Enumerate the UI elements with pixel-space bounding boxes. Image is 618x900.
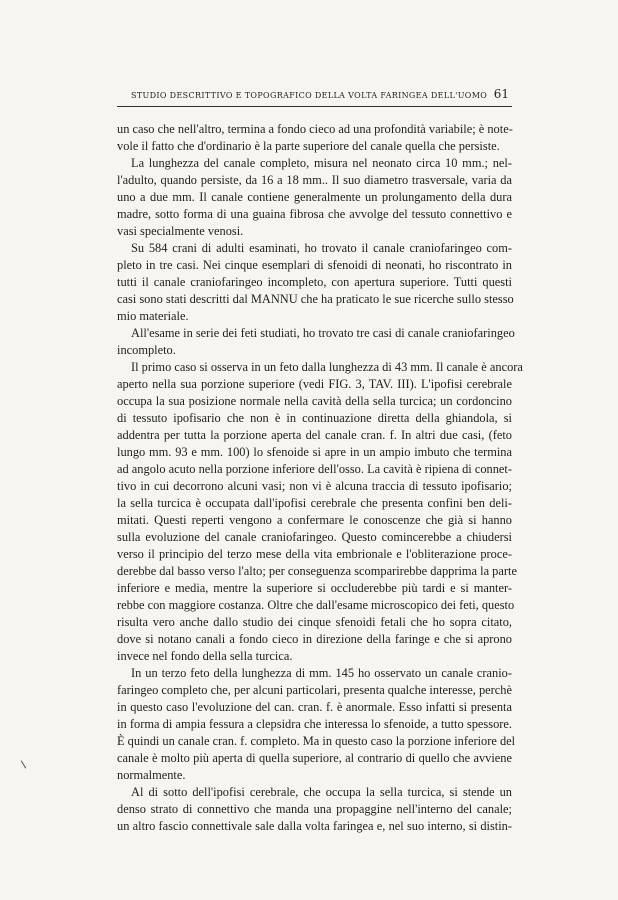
text-line: normalmente. (117, 768, 186, 782)
text-line: rebbe con maggiore costanza. Oltre che dall'esame microscopico dei feti, questo (117, 598, 515, 612)
text-line: uno a due mm. Il canale contiene generalmente un prolungamento della dura (117, 190, 512, 204)
text-line: in questo caso l'evoluzione del can. cran. f. è anormale. Esso infatti si presenta (117, 700, 512, 714)
text-line: un caso che nell'altro, termina a fondo cieco ad una profondità variabile; è note- (117, 122, 513, 136)
page-number: 61 (493, 87, 509, 101)
text-line: denso strato di connettivo che manda una propaggine nell'interno del canale; (117, 802, 512, 816)
text-line: l'adulto, quando persiste, da 16 a 18 mm.. Il suo diametro trasversale, varia da (117, 173, 512, 187)
text-line: aperto nella sua porzione superiore (vedi FIG. 3, TAV. III). L'ipofisi cerebrale (117, 377, 512, 391)
text-line: un altro fascio connettivale sale dalla volta faringea e, nel suo interno, si distin- (117, 819, 512, 833)
text-line: inferiore e media, mentre la superiore si occluderebbe più tardi e si manter- (117, 581, 512, 595)
text-line: di tessuto ipofisario che non è in continuazione diretta della ghiandola, si (117, 411, 512, 425)
text-line: È quindi un canale cran. f. completo. Ma in questo caso la porzione inferiore del (117, 734, 516, 748)
margin-tick (21, 760, 27, 768)
text-line: ad angolo acuto nella porzione inferiore dell'osso. La cavità è ripiena di connet- (117, 462, 512, 476)
running-header (117, 86, 512, 107)
text-line: vole il fatto che d'ordinario è la parte superiore del canale quella che persiste. (117, 139, 500, 153)
text-line: verso il principio del terzo mese della vita embrionale e l'obliterazione proce- (117, 547, 512, 561)
text-line: tutti il canale craniofaringeo incompleto, con apertura superiore. Tutti questi (117, 275, 512, 289)
text-line: pleto in tre casi. Nei cinque esemplari di sfenoidi di neonati, ho riscontrato in (117, 258, 512, 272)
body-text (117, 121, 523, 835)
text-line: la sella turcica è occupata dall'ipofisi cerebrale che presenta confini ben deli- (117, 496, 512, 510)
text-line: In un terzo feto della lunghezza di mm. 145 ho osservato un canale cranio- (131, 666, 512, 680)
text-line: madre, sotto forma di una guaina fibrosa che avvolge del tessuto connettivo e (117, 207, 512, 221)
text-line: occupa la sua posizione normale nella cavità della sella turcica; un cordoncino (117, 394, 512, 408)
text-line: invece nel fondo della sella turcica. (117, 649, 293, 663)
text-line: vasi specialmente venosi. (117, 224, 244, 238)
text-line: Il primo caso si osserva in un feto dalla lunghezza di 43 mm. Il canale è ancora (131, 360, 523, 374)
text-line: incompleto. (117, 343, 176, 357)
running-title: STUDIO DESCRITTIVO E TOPOGRAFICO DELLA VOLTA FARINGEA DELL'UOMO (131, 91, 488, 100)
text-line: All'esame in serie dei feti studiati, ho trovato tre casi di canale craniofaringeo (131, 326, 515, 340)
text-line: casi sono stati descritti dal MANNU che ha praticato le sue ricerche sullo stesso (117, 292, 514, 306)
text-line: Su 584 crani di adulti esaminati, ho trovato il canale craniofaringeo com- (131, 241, 512, 255)
text-line: faringeo completo che, per alcuni particolari, presenta qualche interesse, perchè (117, 683, 512, 697)
text-line: canale è molto più aperta di quella superiore, al contrario di quello che avviene (117, 751, 512, 765)
text-line: addentra per tutta la porzione aperta del canale cran. f. In altri due casi, (feto (117, 428, 512, 442)
text-line: in forma di ampia fessura a clepsidra che interessa lo sfenoide, a tutto spessore. (117, 717, 512, 731)
text-line: lungo mm. 93 e mm. 100) lo sfenoide si apre in un ampio imbuto che termina (117, 445, 512, 459)
text-line: mitati. Questi reperti vengono a confermare le conoscenze che già si hanno (117, 513, 512, 527)
text-line: tivo in cui decorrono alcuni vasi; non vi è alcuna traccia di tessuto ipofisario; (117, 479, 512, 493)
text-line: La lunghezza del canale completo, misura nel neonato circa 10 mm.; nel- (131, 156, 512, 170)
text-line: Al di sotto dell'ipofisi cerebrale, che occupa la sella turcica, si stende un (131, 785, 512, 799)
text-line: mio materiale. (117, 309, 189, 323)
text-line: dove si notano canali a fondo cieco in direzione della faringe e che si aprono (117, 632, 512, 646)
text-line: risulta vero anche dallo studio dei cinque sfenoidi fetali che ho sopra citato, (117, 615, 512, 629)
text-line: sulla evoluzione del canale craniofaringeo. Questo comincerebbe a chiudersi (117, 530, 512, 544)
text-line: derebbe dal basso verso l'alto; per conseguenza scomparirebbe dapprima la parte (117, 564, 517, 578)
